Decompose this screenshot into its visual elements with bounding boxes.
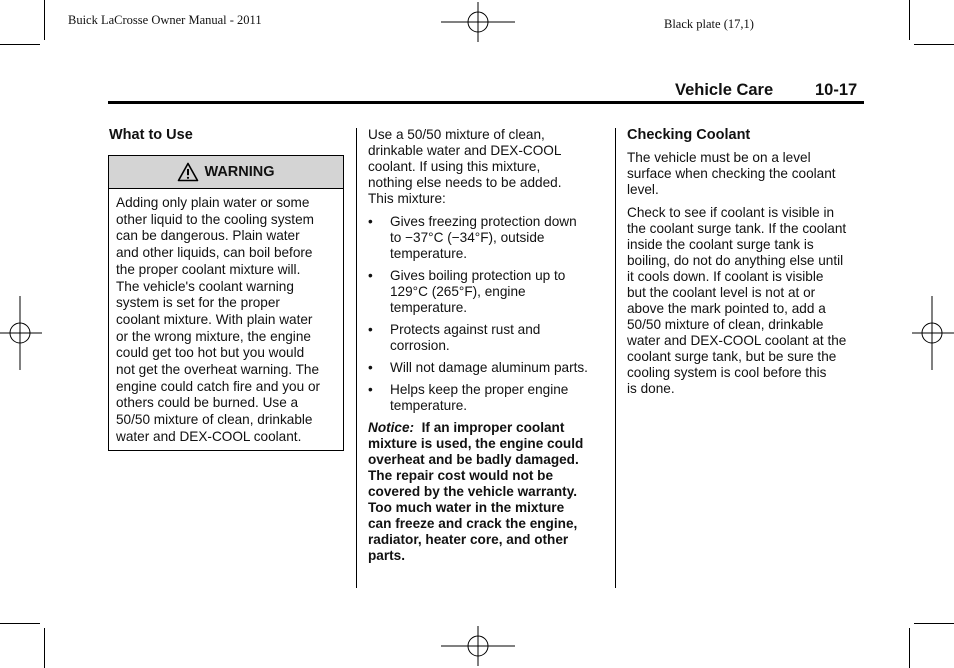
notice-first-line: If an improper coolant xyxy=(421,420,565,435)
registration-mark-bottom xyxy=(441,626,515,666)
text-line: cooling system is cool before this xyxy=(627,365,827,380)
registration-mark-right xyxy=(912,296,954,370)
notice-paragraph xyxy=(368,420,608,564)
text-line: the proper coolant mixture will. xyxy=(116,261,301,277)
text-line: 50/50 mixture of clean, drinkable xyxy=(627,317,824,332)
text-line: coolant surge tank, but be sure the xyxy=(627,349,837,364)
text-line: covered by the vehicle warranty. xyxy=(368,484,578,499)
text-line: temperature. xyxy=(390,246,468,261)
what-to-use-heading: What to Use xyxy=(109,127,193,143)
warning-box xyxy=(108,155,344,451)
text-line: Will not damage aluminum parts. xyxy=(390,360,588,375)
text-line: is done. xyxy=(627,381,675,396)
registration-mark-top xyxy=(441,2,515,42)
text-line: boiling, do not do anything else until xyxy=(627,253,844,268)
text-line: 50/50 mixture of clean, drinkable xyxy=(116,412,313,428)
text-line: other liquid to the cooling system xyxy=(116,211,314,227)
bullet-dot: • xyxy=(368,360,373,375)
text-line: This mixture: xyxy=(368,191,446,206)
text-line: The vehicle's coolant warning xyxy=(116,278,294,294)
right-column xyxy=(627,127,872,397)
bullet-item xyxy=(368,322,608,354)
bullet-item xyxy=(368,382,608,414)
text-line: nothing else needs to be added. xyxy=(368,175,562,190)
paragraph xyxy=(627,205,872,397)
text-line: Use a 50/50 mixture of clean, xyxy=(368,127,545,142)
chapter-title: Vehicle Care xyxy=(675,81,774,99)
text-line: Protects against rust and xyxy=(390,322,541,337)
text-line: and other liquids, can boil before xyxy=(116,245,313,261)
text-line: inside the coolant surge tank is xyxy=(627,237,814,252)
page-number: 10-17 xyxy=(815,81,858,99)
text-line: drinkable water and DEX-COOL xyxy=(368,143,562,158)
text-line: coolant mixture. With plain water xyxy=(116,311,313,327)
bullet-item xyxy=(368,268,608,316)
text-line xyxy=(368,420,608,436)
text-line: level. xyxy=(627,182,659,197)
text-line: 129°C (265°F), engine xyxy=(390,284,526,299)
text-line: can freeze and crack the engine, xyxy=(368,516,578,531)
bullet-item xyxy=(368,214,608,262)
text-line: radiator, heater core, and other xyxy=(368,532,569,547)
text-line: the coolant surge tank. If the coolant xyxy=(627,221,847,236)
bullet-dot: • xyxy=(368,322,373,337)
text-line: system is set for the proper xyxy=(116,295,280,311)
text-line: Too much water in the mixture xyxy=(368,500,565,515)
bullet-dot: • xyxy=(368,214,373,229)
bullet-dot: • xyxy=(368,382,373,397)
paragraph xyxy=(627,150,872,198)
warning-label: WARNING xyxy=(204,164,275,180)
manual-title: Buick LaCrosse Owner Manual - 2011 xyxy=(68,13,262,27)
bullet-item xyxy=(368,360,608,376)
text-line: coolant. If using this mixture, xyxy=(368,159,541,174)
text-line: to −37°C (−34°F), outside xyxy=(390,230,545,245)
text-line: or the wrong mixture, the engine xyxy=(116,328,311,344)
text-line: can be dangerous. Plain water xyxy=(116,228,300,244)
text-line: Gives freezing protection down xyxy=(390,214,577,229)
registration-mark-left xyxy=(0,296,42,370)
text-line: but the coolant level is not at or xyxy=(627,285,816,300)
text-line: Adding only plain water or some xyxy=(116,195,310,210)
text-line: others could be burned. Use a xyxy=(116,395,299,411)
bullet-dot: • xyxy=(368,268,373,283)
checking-coolant-heading: Checking Coolant xyxy=(627,127,751,143)
text-line: corrosion. xyxy=(390,338,450,353)
text-line: overheat and be badly damaged. xyxy=(368,452,579,467)
header-rule xyxy=(108,101,864,104)
text-line: Gives boiling protection up to xyxy=(390,268,566,283)
text-line: water and DEX-COOL coolant at the xyxy=(627,333,847,348)
text-line: temperature. xyxy=(390,300,468,315)
text-line: mixture is used, the engine could xyxy=(368,436,584,451)
middle-column xyxy=(368,127,608,564)
warning-header xyxy=(109,156,343,189)
text-line: water and DEX-COOL coolant. xyxy=(116,428,302,444)
warning-text xyxy=(109,189,343,446)
text-line: Helps keep the proper engine xyxy=(390,382,569,397)
text-line: temperature. xyxy=(390,398,468,413)
text-line: not get the overheat warning. The xyxy=(116,362,320,378)
text-line: it cools down. If coolant is visible xyxy=(627,269,824,284)
text-line: Check to see if coolant is visible in xyxy=(627,205,835,220)
text-line: above the mark pointed to, add a xyxy=(627,301,826,316)
warning-exclamation-icon xyxy=(177,162,199,182)
text-line: The repair cost would not be xyxy=(368,468,554,483)
text-line: The vehicle must be on a level xyxy=(627,150,811,165)
text-line: surface when checking the coolant xyxy=(627,166,836,181)
column-divider-2 xyxy=(615,128,616,588)
notice-label: Notice: xyxy=(368,420,415,435)
text-line: engine could catch fire and you or xyxy=(116,378,321,394)
intro-paragraph xyxy=(368,127,608,207)
text-line: could get too hot but you would xyxy=(116,345,305,361)
plate-label: Black plate (17,1) xyxy=(664,17,754,31)
column-divider-1 xyxy=(356,128,357,588)
text-line: parts. xyxy=(368,548,406,563)
